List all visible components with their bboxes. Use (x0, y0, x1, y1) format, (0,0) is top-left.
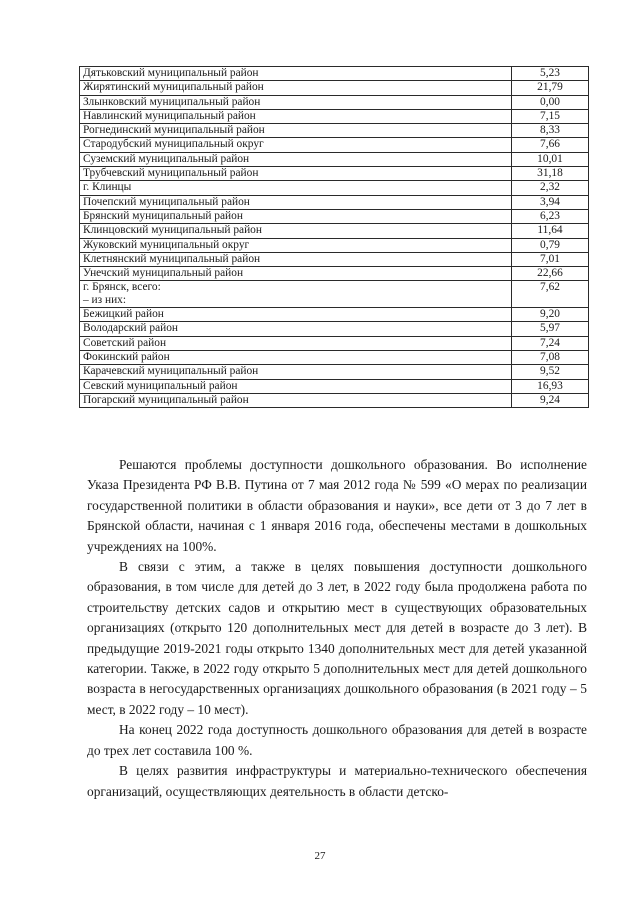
district-name-line: г. Брянск, всего: (83, 281, 161, 294)
district-value: 7,24 (512, 336, 589, 350)
body-text (87, 455, 587, 802)
table-row (80, 167, 589, 181)
district-value: 5,97 (512, 322, 589, 336)
district-value: 22,66 (512, 267, 589, 281)
paragraph: В целях развития инфраструктуры и материально-технического обеспечения организаций, осуществляющих деятельность в области детско- (87, 763, 587, 799)
district-name: Трубчевский муниципальный район (80, 167, 512, 181)
district-value: 11,64 (512, 224, 589, 238)
district-value: 10,01 (512, 152, 589, 166)
district-subheading: – из них: (83, 294, 127, 307)
district-value: 8,33 (512, 124, 589, 138)
district-name: Навлинский муниципальный район (80, 109, 512, 123)
district-name: Рогнединский муниципальный район (80, 124, 512, 138)
table-row (80, 267, 589, 281)
table-row (80, 393, 589, 407)
district-name: Злынковский муниципальный район (80, 95, 512, 109)
district-value: 21,79 (512, 81, 589, 95)
district-name: Клетнянский муниципальный район (80, 252, 512, 266)
district-value: 9,24 (512, 393, 589, 407)
district-name: Карачевский муниципальный район (80, 365, 512, 379)
table-row (80, 109, 589, 123)
district-value: 9,52 (512, 365, 589, 379)
district-name: г. Клинцы (80, 181, 512, 195)
table-row (80, 350, 589, 364)
district-name: Суземский муниципальный район (80, 152, 512, 166)
table-row (80, 365, 589, 379)
district-value: 9,20 (512, 308, 589, 322)
district-value: 7,62 (512, 281, 589, 308)
table-row (80, 67, 589, 81)
table-row (80, 181, 589, 195)
table-row (80, 379, 589, 393)
table-row (80, 224, 589, 238)
district-name: Дятьковский муниципальный район (80, 67, 512, 81)
district-name: Севский муниципальный район (80, 379, 512, 393)
table-row (80, 81, 589, 95)
page-number: 27 (314, 850, 326, 862)
table-row (80, 95, 589, 109)
district-value: 0,00 (512, 95, 589, 109)
table-row (80, 308, 589, 322)
table-row (80, 124, 589, 138)
district-name: Советский район (80, 336, 512, 350)
table-row (80, 195, 589, 209)
district-name: Стародубский муниципальный округ (80, 138, 512, 152)
district-name: Брянский муниципальный район (80, 209, 512, 223)
district-name: Погарский муниципальный район (80, 393, 512, 407)
table-row (80, 281, 589, 308)
district-value: 7,01 (512, 252, 589, 266)
district-value: 2,32 (512, 181, 589, 195)
district-name: Унечский муниципальный район (80, 267, 512, 281)
district-value: 3,94 (512, 195, 589, 209)
table-row (80, 152, 589, 166)
table-row (80, 336, 589, 350)
district-name: Почепский муниципальный район (80, 195, 512, 209)
district-name: Бежицкий район (80, 308, 512, 322)
paragraph: На конец 2022 года доступность дошкольного образования для детей в возрасте до трех лет составила 100 %. (87, 722, 587, 758)
table-row (80, 138, 589, 152)
district-value: 0,79 (512, 238, 589, 252)
table-row (80, 252, 589, 266)
district-value: 7,08 (512, 350, 589, 364)
district-name: Володарский район (80, 322, 512, 336)
district-value: 31,18 (512, 167, 589, 181)
district-name: Жирятинский муниципальный район (80, 81, 512, 95)
table-row (80, 209, 589, 223)
table-row (80, 322, 589, 336)
district-value: 6,23 (512, 209, 589, 223)
district-value: 7,15 (512, 109, 589, 123)
district-value: 5,23 (512, 67, 589, 81)
paragraph: В связи с этим, а также в целях повышения доступности дошкольного образования, в том числе для детей до 3 лет, в 2022 году была продолжена работа по строительству детских садов и открытию мест в существующих образовательных организациях (открыто 120 дополнительных мест для детей в возрасте до 3 лет). В предыдущие 2019-2021 годы открыто 1340 дополнительных мест для детей указанной категории. Также, в 2022 году открыто 5 дополнительных мест для детей дошкольного возраста в негосударственных организациях дошкольного образования (в 2021 году – 5 мест, в 2022 году – 10 мест). (87, 559, 587, 717)
district-name (80, 281, 512, 308)
district-value: 7,66 (512, 138, 589, 152)
district-name: Фокинский район (80, 350, 512, 364)
districts-table (79, 66, 589, 408)
district-name: Клинцовский муниципальный район (80, 224, 512, 238)
table-row (80, 238, 589, 252)
district-name: Жуковский муниципальный округ (80, 238, 512, 252)
district-value: 16,93 (512, 379, 589, 393)
districts-table-body (80, 67, 589, 408)
paragraph: Решаются проблемы доступности дошкольного образования. Во исполнение Указа Президента РФ В.В. Путина от 7 мая 2012 года № 599 «О мерах по реализации государственной политики в области образования и науки», все дети от 3 до 7 лет в Брянской области, начиная с 1 января 2016 года, обеспечены местами в дошкольных учреждениях на 100%. (87, 457, 587, 554)
